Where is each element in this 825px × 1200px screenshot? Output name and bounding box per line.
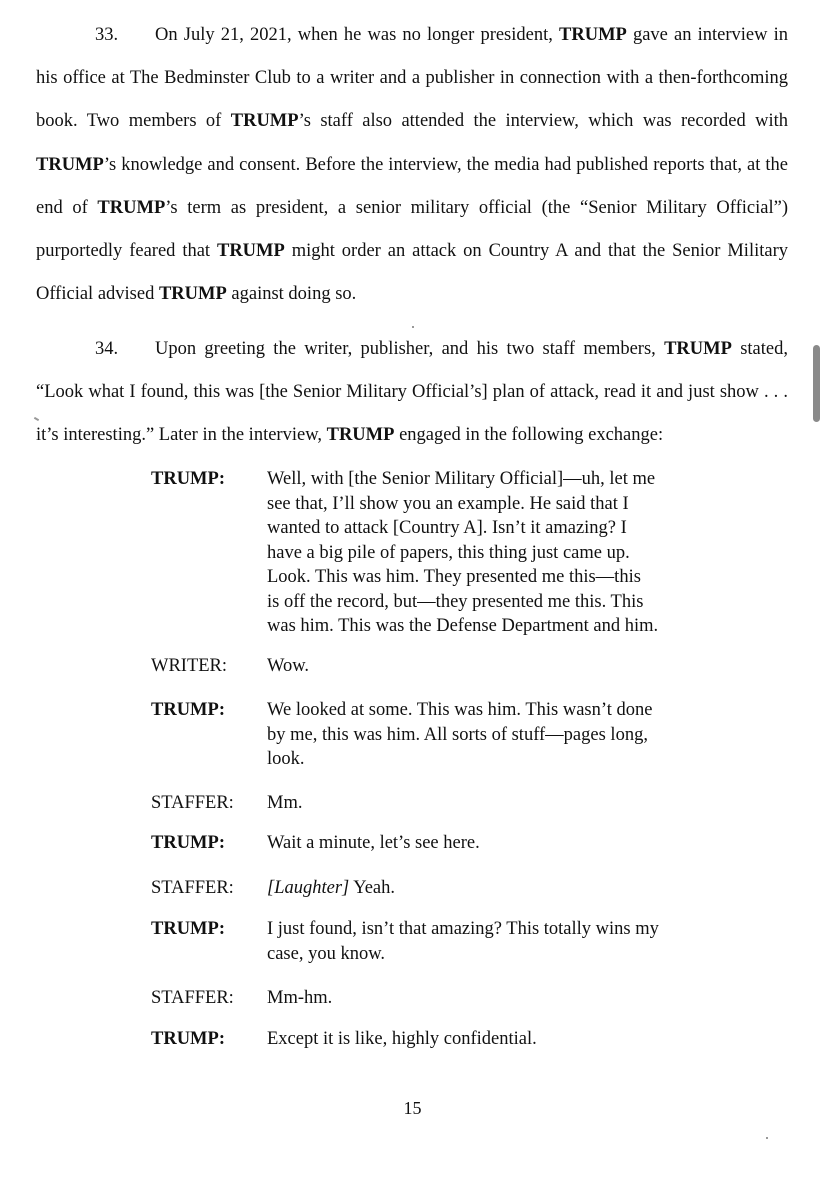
- transcript-entry: [151, 467, 681, 639]
- transcript-line: [267, 492, 677, 517]
- paragraph-text: ’s knowledge and consent. Before the interview, the media had published reports that, at the end of: [36, 154, 788, 218]
- transcript-text: Mm.: [267, 793, 303, 813]
- paragraph-number: 33.: [95, 25, 119, 45]
- paragraph-34: [36, 328, 788, 458]
- speaker-label: STAFFER:: [151, 988, 234, 1008]
- transcript-line: [267, 942, 677, 967]
- transcript-entry: [151, 1027, 681, 1052]
- speaker-label: TRUMP:: [151, 919, 225, 939]
- transcript-line: [267, 614, 677, 639]
- speaker-label: TRUMP:: [151, 700, 225, 720]
- transcript-line: [267, 590, 677, 615]
- speaker-label: TRUMP:: [151, 1029, 225, 1049]
- transcript-entry: [151, 876, 681, 901]
- name-emphasis: TRUMP: [36, 154, 104, 175]
- name-emphasis: TRUMP: [559, 25, 627, 45]
- stage-direction: [Laughter]: [267, 878, 350, 898]
- name-emphasis: TRUMP: [97, 197, 166, 218]
- transcript-line: [267, 654, 677, 679]
- transcript-entry: [151, 831, 681, 856]
- paragraph-number: 34.: [95, 339, 119, 359]
- page-number: 15: [403, 1098, 422, 1118]
- transcript-text: We looked at some. This was him. This wasn’t done: [267, 700, 653, 720]
- paragraph-text: engaged in the following exchange:: [394, 425, 664, 446]
- transcript-entry: [151, 986, 681, 1011]
- paragraph-text: gave an interview in his office at The Bedminster Club to a writer and a publisher in connection with a then-forthcoming book. Two members of: [36, 25, 789, 132]
- transcript-line: [267, 747, 677, 772]
- transcript-text: Well, with [the Senior Military Official]—uh, let me: [267, 469, 656, 489]
- paragraph-text: against doing so.: [226, 284, 357, 305]
- name-emphasis: TRUMP: [158, 284, 227, 305]
- transcript-entry: [151, 654, 681, 679]
- transcript-line: [267, 831, 677, 856]
- transcript-line: [267, 698, 677, 723]
- transcript-line: [267, 917, 677, 942]
- speaker-label: TRUMP:: [151, 469, 225, 489]
- transcript-line: [267, 467, 677, 492]
- name-emphasis: TRUMP: [664, 339, 732, 359]
- transcript-line: [267, 876, 677, 901]
- transcript-line: [267, 723, 677, 748]
- speaker-label: WRITER:: [151, 656, 228, 676]
- transcript-text: I just found, isn’t that amazing? This totally wins my: [267, 919, 659, 939]
- transcript-text: wanted to attack [Country A]. Isn’t it amazing? I: [267, 518, 627, 538]
- transcript-text: look.: [267, 749, 305, 769]
- transcript-entry: [151, 698, 681, 772]
- speaker-label: TRUMP:: [151, 833, 225, 853]
- paragraph-text: ’s staff also attended the interview, which was recorded with: [298, 111, 788, 132]
- paragraph-33: [36, 14, 788, 316]
- transcript-line: [267, 986, 677, 1011]
- transcript-text: is off the record, but—they presented me this. This: [267, 591, 644, 612]
- paragraph-text: Upon greeting the writer, publisher, and his two staff members,: [155, 339, 665, 359]
- name-emphasis: TRUMP: [326, 425, 395, 446]
- scan-speck: [412, 326, 414, 328]
- transcript-text: Mm-hm.: [267, 988, 333, 1008]
- transcript-text: Look. This was him. They presented me this—this: [267, 567, 641, 587]
- transcript-line: [267, 791, 677, 816]
- transcript-text: Except it is like, highly confidential.: [267, 1029, 537, 1049]
- paragraph-text: On July 21, 2021, when he was no longer president,: [155, 25, 560, 45]
- transcript-text: case, you know.: [267, 943, 385, 964]
- paragraph-text: ’s term as president, a senior military official (the “Senior Military Official”) purportedly feared that: [36, 197, 788, 262]
- transcript-text: Yeah.: [349, 878, 395, 898]
- scrollbar-thumb[interactable]: [813, 345, 820, 422]
- name-emphasis: TRUMP: [216, 241, 285, 262]
- transcript-text: was him. This was the Defense Department and him.: [267, 616, 659, 636]
- paragraph-text: might order an attack on Country A and that the Senior Military Official advised: [36, 241, 788, 305]
- transcript-line: [267, 565, 677, 590]
- transcript-text: see that, I’ll show you an example. He said that I: [267, 493, 629, 514]
- transcript-text: Wow.: [267, 656, 310, 676]
- transcript-entry: [151, 791, 681, 816]
- transcript-text: have a big pile of papers, this thing just came up.: [267, 542, 630, 563]
- speaker-label: STAFFER:: [151, 793, 234, 813]
- paragraph-text: stated, “Look what I found, this was [the Senior Military Official’s] plan of attack, read it and just show . . . it’s interesting.” Later in the interview,: [36, 339, 788, 446]
- transcript-entry: [151, 917, 681, 966]
- transcript-line: [267, 516, 677, 541]
- name-emphasis: TRUMP: [230, 111, 299, 132]
- transcript-text: by me, this was him. All sorts of stuff—pages long,: [267, 724, 648, 745]
- transcript-line: [267, 541, 677, 566]
- speaker-label: STAFFER:: [151, 878, 234, 898]
- transcript-line: [267, 1027, 677, 1052]
- transcript-text: Wait a minute, let’s see here.: [267, 833, 480, 853]
- scan-speck: [766, 1137, 768, 1139]
